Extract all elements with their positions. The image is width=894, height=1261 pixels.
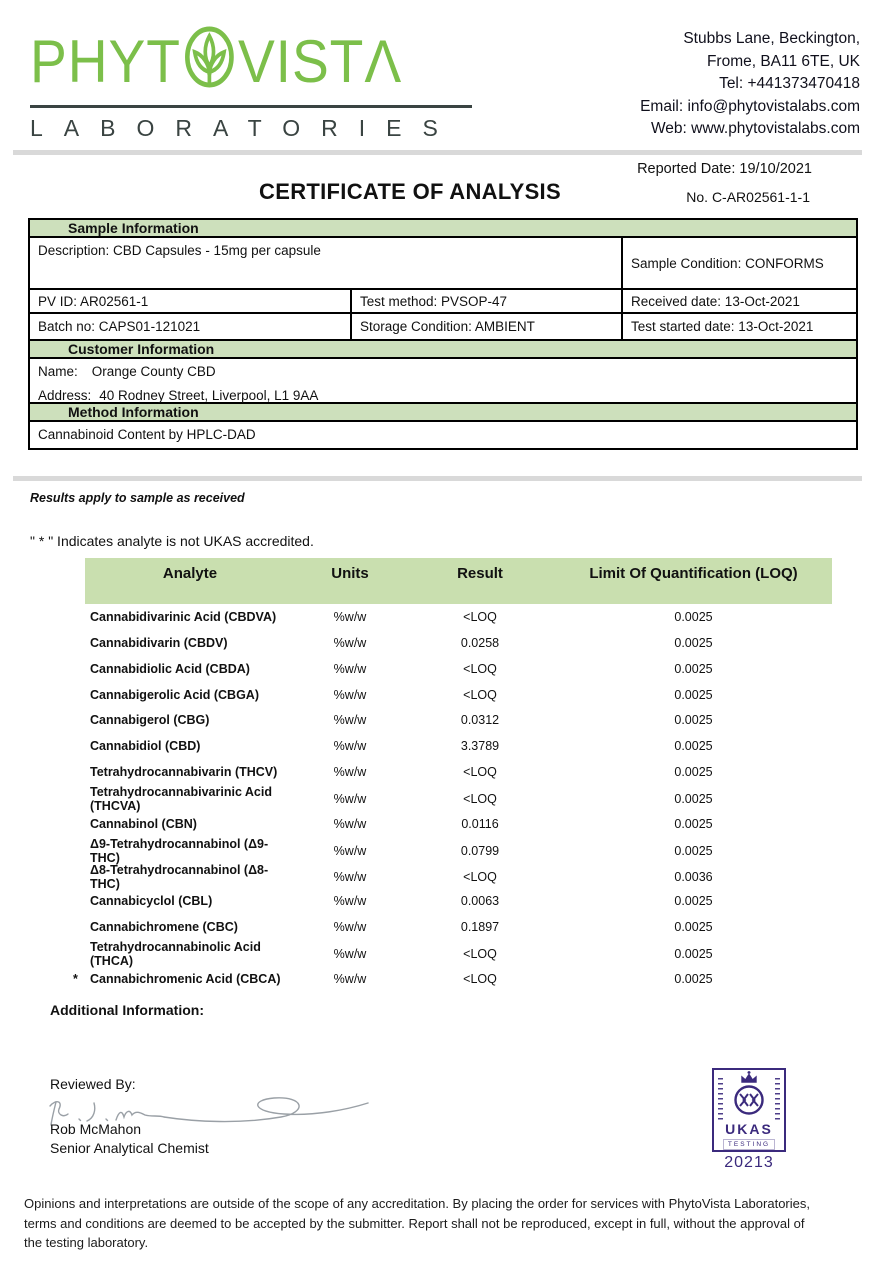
leaf-icon [184, 26, 236, 98]
ukas-crown-and-circle-icon [728, 1070, 770, 1120]
units-value: %w/w [333, 869, 367, 884]
accreditation-note: " * " Indicates analyte is not UKAS accredited. [30, 533, 314, 549]
analyte-name: Cannabidivarin (CBDV) [90, 635, 228, 650]
loq-value: 0.0025 [674, 687, 713, 702]
reviewer-role: Senior Analytical Chemist [50, 1140, 209, 1156]
customer-address: 40 Rodney Street, Liverpool, L1 9AA [99, 388, 319, 403]
ukas-name: UKAS [725, 1121, 773, 1137]
loq-value: 0.0025 [674, 843, 713, 858]
pv-id: PV ID: AR02561-1 [30, 290, 352, 312]
units-value: %w/w [333, 843, 367, 858]
analyte-flag: * [73, 971, 78, 986]
units-value: %w/w [333, 971, 367, 986]
analyte-name: Δ9-Tetrahydrocannabinol (Δ9-THC) [90, 836, 269, 865]
result-value: <LOQ [463, 869, 497, 884]
result-value: <LOQ [463, 609, 497, 624]
loq-value: 0.0025 [674, 816, 713, 831]
sample-batch-row [30, 314, 856, 341]
batch-number: Batch no: CAPS01-121021 [30, 314, 352, 339]
analyte-name: Tetrahydrocannabivarin (THCV) [90, 765, 278, 780]
result-value: 0.0116 [461, 816, 499, 831]
analyte-name: Cannabigerolic Acid (CBGA) [90, 687, 259, 702]
units-value: %w/w [333, 609, 367, 624]
sample-condition: Sample Condition: CONFORMS [631, 255, 824, 271]
loq-value: 0.0025 [674, 739, 713, 754]
units-value: %w/w [333, 920, 367, 935]
reviewer-name: Rob McMahon [50, 1121, 142, 1137]
loq-value: 0.0036 [674, 869, 713, 884]
results-table-row [70, 656, 832, 682]
loq-value: 0.0025 [674, 635, 713, 650]
phytovista-logo [30, 26, 472, 142]
units-value: %w/w [333, 687, 367, 702]
result-value: <LOQ [463, 687, 497, 702]
address-line-email: Email: info@phytovistalabs.com [640, 97, 860, 115]
units-value: %w/w [333, 816, 367, 831]
section-divider [13, 476, 862, 481]
address-line: Frome, BA11 6TE, UK [706, 52, 860, 70]
customer-name: Orange County CBD [91, 364, 216, 379]
result-value: 0.1897 [460, 920, 500, 935]
column-header-units: Units [331, 565, 369, 582]
customer-address-label: Address: [38, 388, 92, 403]
results-table-row [70, 759, 832, 785]
reviewed-by-label: Reviewed By: [50, 1076, 136, 1092]
customer-address-line [38, 388, 856, 403]
analyte-name: Cannabidiolic Acid (CBDA) [90, 661, 250, 676]
logo-divider-line [30, 105, 472, 108]
units-value: %w/w [333, 635, 367, 650]
units-value: %w/w [333, 947, 367, 962]
results-table-row [70, 811, 832, 837]
loq-value: 0.0025 [674, 971, 713, 986]
storage-condition: Storage Condition: AMBIENT [352, 314, 623, 339]
analyte-name: Cannabidivarinic Acid (CBDVA) [90, 609, 277, 624]
results-table-row [70, 733, 832, 759]
address-line-web: Web: www.phytovistalabs.com [650, 120, 860, 137]
brand-text-right: VISTΛ [237, 28, 403, 95]
result-value: <LOQ [463, 661, 497, 676]
loq-value: 0.0025 [674, 661, 713, 676]
results-table-row [70, 604, 832, 630]
analyte-name: Tetrahydrocannabinolic Acid (THCA) [90, 940, 261, 969]
test-started-date: Test started date: 13-Oct-2021 [631, 319, 814, 334]
ukas-ticks-right [775, 1078, 780, 1120]
result-value: 0.0799 [460, 843, 500, 858]
results-table-row [70, 682, 832, 708]
customer-name-label: Name: [38, 364, 78, 379]
column-header-result: Result [457, 565, 503, 582]
sample-information-header: Sample Information [30, 220, 856, 238]
result-value: 0.0312 [460, 713, 500, 728]
results-table-row [70, 837, 832, 863]
received-date: Received date: 13-Oct-2021 [631, 293, 800, 309]
results-table-row [70, 888, 832, 914]
brand-wordmark [30, 26, 437, 98]
results-table-row [70, 707, 832, 733]
column-header-analyte: Analyte [162, 565, 218, 582]
result-value: <LOQ [463, 971, 497, 986]
units-value: %w/w [333, 739, 367, 754]
method-information-header: Method Information [30, 404, 856, 422]
results-table-row [70, 940, 832, 969]
analyte-name: Cannabicyclol (CBL) [90, 894, 213, 909]
results-table-row [70, 863, 832, 889]
units-value: %w/w [333, 661, 367, 676]
loq-value: 0.0025 [674, 894, 713, 909]
result-value: 3.3789 [460, 739, 500, 754]
footer-disclaimer: Opinions and interpretations are outside of the scope of any accreditation. By placing the order for services with PhytoVista Laboratories, terms and conditions are deemed to be accepted by the submitter. Report shall not be reproduced, except in full, without the approval of the testing laboratory. [24, 1196, 810, 1250]
analyte-name: * Cannabichromenic Acid (CBCA) [73, 971, 281, 986]
result-value: <LOQ [463, 765, 497, 780]
analyte-name: Cannabidiol (CBD) [90, 739, 201, 754]
customer-information-box [30, 359, 856, 404]
result-value: <LOQ [463, 792, 497, 807]
analyte-name: Cannabigerol (CBG) [90, 713, 210, 728]
brand-text-left: PHYT [30, 28, 181, 95]
result-value: 0.0063 [460, 894, 500, 909]
brand-subtitle: LABORATORIES [30, 115, 459, 141]
results-table-row [70, 966, 832, 992]
method-description: Cannabinoid Content by HPLC-DAD [38, 427, 256, 442]
loq-value: 0.0025 [674, 792, 713, 807]
ukas-ticks-left [718, 1078, 723, 1120]
ukas-type: TESTING [723, 1139, 775, 1150]
results-table-header [85, 558, 832, 604]
loq-value: 0.0025 [674, 713, 713, 728]
results-note: Results apply to sample as received [30, 491, 245, 505]
results-table-rows [70, 604, 832, 992]
header-divider [13, 150, 862, 155]
loq-value: 0.0025 [674, 920, 713, 935]
additional-information-label: Additional Information: [50, 1002, 204, 1018]
units-value: %w/w [333, 792, 367, 807]
certificate-number: No. C-AR02561-1-1 [686, 189, 810, 205]
units-value: %w/w [333, 713, 367, 728]
analyte-name: Cannabichromene (CBC) [90, 920, 238, 935]
lab-address-block [640, 28, 860, 141]
units-value: %w/w [333, 894, 367, 909]
analyte-name: Tetrahydrocannabivarinic Acid (THCVA) [90, 785, 272, 814]
analyte-name: Δ8-Tetrahydrocannabinol (Δ8-THC) [90, 862, 269, 891]
analyte-name: Cannabinol (CBN) [90, 816, 197, 831]
results-table-row [70, 914, 832, 940]
sample-description-row [30, 238, 856, 290]
ukas-logo [712, 1068, 786, 1152]
results-table-row [70, 785, 832, 814]
information-table [28, 218, 858, 450]
results-table-row [70, 630, 832, 656]
result-value: <LOQ [463, 947, 497, 962]
result-value: 0.0258 [460, 635, 500, 650]
sample-ids-row [30, 290, 856, 314]
page-title: CERTIFICATE OF ANALYSIS [259, 179, 561, 204]
reported-date: Reported Date: 19/10/2021 [637, 161, 812, 177]
ukas-accreditation-number: 20213 [724, 1154, 774, 1171]
column-header-loq: Limit Of Quantification (LOQ) [589, 565, 798, 582]
test-method: Test method: PVSOP-47 [352, 290, 623, 312]
address-line-tel: Tel: +441373470418 [719, 75, 860, 92]
loq-value: 0.0025 [674, 765, 713, 780]
units-value: %w/w [333, 765, 367, 780]
address-line: Stubbs Lane, Beckington, [683, 30, 860, 47]
customer-name-line [38, 364, 856, 379]
sample-description: Description: CBD Capsules - 15mg per capsule [30, 238, 623, 288]
loq-value: 0.0025 [674, 609, 713, 624]
customer-information-header: Customer Information [30, 341, 856, 359]
loq-value: 0.0025 [674, 947, 713, 962]
